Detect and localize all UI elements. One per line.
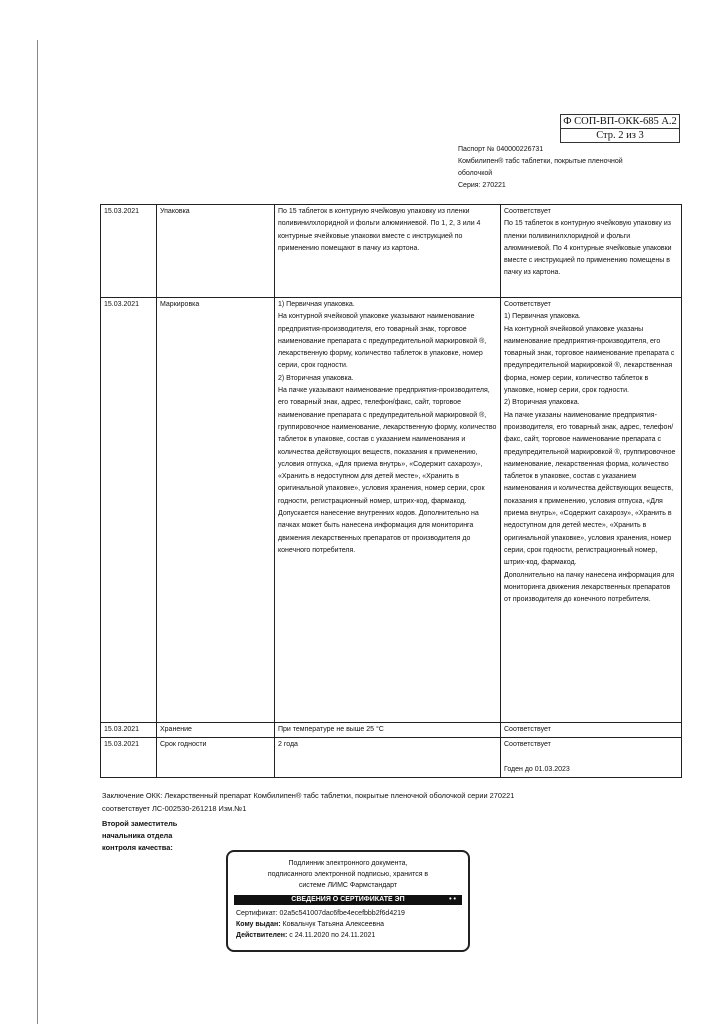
page-number: Стр. 2 из 3 bbox=[596, 130, 644, 141]
table-row bbox=[101, 205, 682, 298]
signer-line1: Второй заместитель bbox=[102, 819, 178, 828]
stamp-header bbox=[228, 858, 468, 891]
passport-header bbox=[458, 144, 658, 192]
row-date: 15.03.2021 bbox=[101, 205, 157, 298]
row-requirement: По 15 таблеток в контурную ячейковую упаковку из пленки поливинилхлоридной и фольги алюминиевой. По 1, 2, 3 или 4 контурные ячейковые упаковки вместе с инструкцией по применению помещают в пачку из картона. bbox=[275, 205, 501, 298]
series-number: Серия: 270221 bbox=[458, 182, 506, 189]
signer-title bbox=[102, 818, 222, 854]
passport-number: Паспорт № 040000226731 bbox=[458, 146, 544, 153]
row-result: Соответствует Годен до 01.03.2023 bbox=[501, 738, 682, 778]
row-requirement: При температуре не выше 25 °С bbox=[275, 723, 501, 738]
conclusion-line2: соответствует ЛС-002530-261218 Изм.№1 bbox=[102, 803, 247, 813]
issued-to-line bbox=[228, 919, 468, 930]
test-results-table bbox=[100, 204, 682, 778]
stamp-header-line3: системе ЛИМС Фармстандарт bbox=[298, 882, 398, 889]
row-date: 15.03.2021 bbox=[101, 723, 157, 738]
row-date: 15.03.2021 bbox=[101, 738, 157, 778]
row-parameter: Срок годности bbox=[157, 738, 275, 778]
stamp-header-line2: подписанного электронной подписью, хранится в bbox=[267, 871, 429, 878]
row-parameter: Упаковка bbox=[157, 205, 275, 298]
certificate-label: Сертификат: bbox=[236, 910, 278, 917]
validity-value: с 24.11.2020 по 24.11.2021 bbox=[289, 932, 376, 939]
validity-label: Действителен: bbox=[236, 932, 288, 939]
certificate-info-title: СВЕДЕНИЯ О СЕРТИФИКАТЕ ЭП bbox=[291, 896, 405, 903]
issued-to-value: Ковальчук Татьяна Алексеевна bbox=[282, 921, 385, 928]
row-parameter: Маркировка bbox=[157, 298, 275, 723]
validity-line bbox=[228, 930, 468, 941]
row-parameter: Хранение bbox=[157, 723, 275, 738]
table-row bbox=[101, 723, 682, 738]
row-date: 15.03.2021 bbox=[101, 298, 157, 723]
stamp-header-line1: Подлинник электронного документа, bbox=[288, 860, 408, 867]
row-result: Соответствует По 15 таблеток в контурную ячейковую упаковку из пленки поливинилхлоридной и фольги алюминиевой. По 4 контурные ячейковые упаковки вместе с инструкцией по применению помещены в пачку из картона. bbox=[501, 205, 682, 298]
row-requirement: 1) Первичная упаковка. На контурной ячейковой упаковке указывают наименование предприятия-производителя, его товарный знак, торговое наименование препарата с предупредительной маркировкой ®, лекарственную форму, количество таблеток в упаковке, номер серии, срок годности. 2) Вторичная упаковка. На пачке указывают наименование предприятия-производителя, его товарный знак, адрес, телефон/факс, сайт, торговое наименование препарата с предупредительной маркировкой ®, группировочное наименование, лекарственную форму, количество таблеток в упаковке, состав с указанием наименования и количества действующих веществ, показания к применению, условия отпуска, «Для приема внутрь», «Содержит сахарозу», «Хранить в недоступном для детей месте», «Хранить в оригинальной упаковке», условия хранения, номер серии, срок годности, регистрационный номер, штрих-код, фармакод. Допускается нанесение внутренних кодов. Дополнительно на пачках может быть нанесена информация для мониторинга движения лекарственных препаратов от производителя до конечного потребителя. bbox=[275, 298, 501, 723]
conclusion-line1: Заключение ОКК: Лекарственный препарат Комбилипен® табс таблетки, покрытые пленочной оболочкой серии 270221 bbox=[102, 791, 515, 800]
certificate-value: 02a5c541007dac6fbe4ecefbbb2f6d4219 bbox=[279, 910, 405, 917]
conclusion bbox=[102, 790, 642, 815]
electronic-signature-stamp bbox=[226, 850, 470, 952]
certificate-line bbox=[228, 908, 468, 919]
row-result: Соответствует 1) Первичная упаковка. На контурной ячейковой упаковке указаны наименование предприятия-производителя, его товарный знак, торговое наименование препарата с предупредительной маркировкой ®, лекарственная форма, номер серии, количество таблеток в упаковке, номер серии, срок годности. 2) Вторичная упаковка. На пачке указаны наименование предприятия-производителя, его товарный знак, адрес, телефон/факс, сайт, торговое наименование препарата с предупредительной маркировкой ®, группировочное наименование, лекарственная форма, количество таблеток в упаковке, состав с указанием наименования и количества действующих веществ, показания к применению, условия отпуска, «Для приема внутрь», «Содержит сахарозу», «Хранить в недоступном для детей месте», «Хранить в оригинальной упаковке», условия хранения, номер серии, срок годности, регистрационный номер, штрих-код, фармакод. Дополнительно на пачку нанесена информация для мониторинга движения лекарственных препаратов от производителя до конечного потребителя. bbox=[501, 298, 682, 723]
row-requirement: 2 года bbox=[275, 738, 501, 778]
product-name-line2: оболочкой bbox=[458, 170, 493, 177]
product-name-line1: Комбилипен® табс таблетки, покрытые пленочной bbox=[458, 158, 623, 165]
document-code-box bbox=[560, 114, 680, 143]
form-code: Ф СОП-ВП-ОКК-685 А.2 bbox=[561, 115, 679, 129]
dots-icon: • • bbox=[449, 896, 456, 903]
issued-to-label: Кому выдан: bbox=[236, 921, 281, 928]
signer-line2: начальника отдела bbox=[102, 831, 173, 840]
table-row bbox=[101, 298, 682, 723]
page-edge-line bbox=[37, 40, 38, 1024]
row-result: Соответствует bbox=[501, 723, 682, 738]
table-row bbox=[101, 738, 682, 778]
signer-line3: контроля качества: bbox=[102, 843, 173, 852]
certificate-info-bar bbox=[234, 895, 462, 905]
